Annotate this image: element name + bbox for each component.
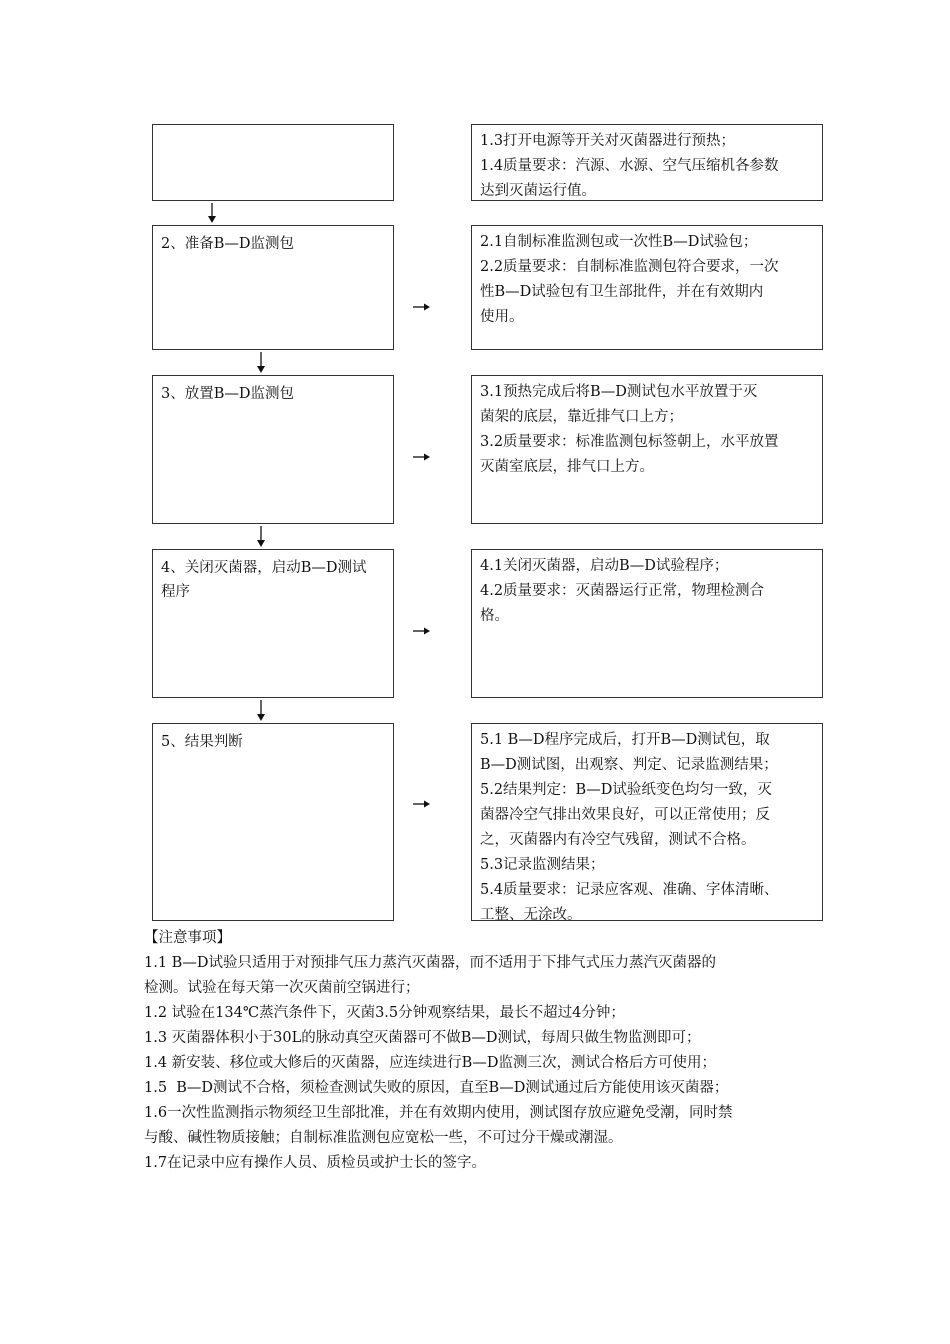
flow-arrow-right-icon (412, 798, 432, 810)
flow-arrow-down-icon (255, 350, 267, 375)
detail-line: 1.3打开电源等开关对灭菌器进行预热； (480, 133, 736, 149)
step-4-detail-box (471, 549, 823, 698)
detail-line: 之，灭菌器内有冷空气残留，测试不合格。 (480, 832, 756, 848)
step-2-title: 2、准备B—D监测包 (161, 236, 295, 252)
step-5-detail-box (471, 723, 823, 921)
flow-arrow-down-icon (255, 524, 267, 549)
detail-line: 菌架的底层，靠近排气口上方； (480, 409, 683, 425)
detail-line: 4.1关闭灭菌器，启动B—D试验程序； (480, 558, 729, 574)
detail-line: 5.3记录监测结果； (480, 857, 605, 873)
detail-line: 2.2质量要求：自制标准监测包符合要求，一次 (480, 259, 779, 275)
detail-line: 性B—D试验包有卫生部批件，并在有效期内 (480, 284, 764, 300)
step-2-details (480, 230, 816, 330)
detail-line: 3.2质量要求：标准监测包标签朝上，水平放置 (480, 434, 779, 450)
detail-line: 5.1 B—D程序完成后，打开B—D测试包，取 (480, 732, 770, 748)
note-line: 1.7在记录中应有操作人员、质检员或护士长的签字。 (144, 1155, 487, 1171)
note-line: 1.6一次性监测指示物须经卫生部批准，并在有效期内使用，测试图存放应避免受潮，同时禁 (144, 1105, 733, 1121)
step-1-detail-box (471, 124, 823, 201)
step-4-title: 4、关闭灭菌器，启动B—D测试 程序 (161, 560, 367, 600)
step-3-title: 3、放置B—D监测包 (161, 386, 295, 402)
step-5-box (152, 723, 394, 921)
note-line: 检测。试验在每天第一次灭菌前空锅进行； (144, 980, 420, 996)
step-3-detail-box (471, 375, 823, 524)
detail-line: 格。 (480, 608, 509, 624)
notes-heading: 【注意事项】 (144, 930, 231, 946)
detail-line: 1.4质量要求：汽源、水源、空气压缩机各参数 (480, 158, 779, 174)
detail-line: 5.2结果判定：B—D试验纸变色均匀一致，灭 (480, 782, 772, 798)
flow-arrow-right-icon (412, 451, 432, 463)
detail-line: 工整、无涂改。 (480, 907, 582, 923)
step-5-details (480, 728, 816, 928)
step-1-details (480, 129, 816, 204)
flow-arrow-down-icon (206, 201, 218, 225)
flow-arrow-down-icon (255, 698, 267, 723)
step-3-details (480, 380, 816, 480)
detail-line: 菌器冷空气排出效果良好，可以正常使用；反 (480, 807, 770, 823)
step-4-box (152, 549, 394, 698)
detail-line: 达到灭菌运行值。 (480, 183, 596, 199)
detail-line: 使用。 (480, 309, 524, 325)
note-line: 与酸、碱性物质接触；自制标准监测包应宽松一些，不可过分干燥或潮湿。 (144, 1130, 623, 1146)
detail-line: B—D测试图，出观察、判定、记录监测结果； (480, 757, 778, 773)
step-3-box (152, 375, 394, 524)
note-line: 1.2 试验在134℃蒸汽条件下，灭菌3.5分钟观察结果，最长不超过4分钟； (144, 1005, 625, 1021)
step-4-details (480, 554, 816, 629)
step-1-box (152, 124, 394, 201)
detail-line: 3.1预热完成后将B—D测试包水平放置于灭 (480, 384, 758, 400)
step-5-title: 5、结果判断 (161, 734, 243, 750)
flow-arrow-right-icon (412, 625, 432, 637)
detail-line: 4.2质量要求：灭菌器运行正常，物理检测合 (480, 583, 765, 599)
detail-line: 灭菌室底层，排气口上方。 (480, 459, 654, 475)
note-line: 1.3 灭菌器体积小于30L的脉动真空灭菌器可不做B—D测试，每周只做生物监测即可； (144, 1030, 701, 1046)
flow-arrow-right-icon (412, 301, 432, 313)
detail-line: 2.1自制标准监测包或一次性B—D试验包； (480, 234, 758, 250)
note-line: 1.1 B—D试验只适用于对预排气压力蒸汽灭菌器，而不适用于下排气式压力蒸汽灭菌器的 (144, 955, 716, 971)
step-2-box (152, 225, 394, 350)
note-line: 1.5 B—D测试不合格，须检查测试失败的原因，直至B—D测试通过后方能使用该灭菌器； (144, 1080, 729, 1096)
detail-line: 5.4质量要求：记录应客观、准确、字体清晰、 (480, 882, 779, 898)
step-2-detail-box (471, 225, 823, 350)
note-line: 1.4 新安装、移位或大修后的灭菌器，应连续进行B—D监测三次，测试合格后方可使用； (144, 1055, 716, 1071)
notes-section (144, 926, 824, 1176)
